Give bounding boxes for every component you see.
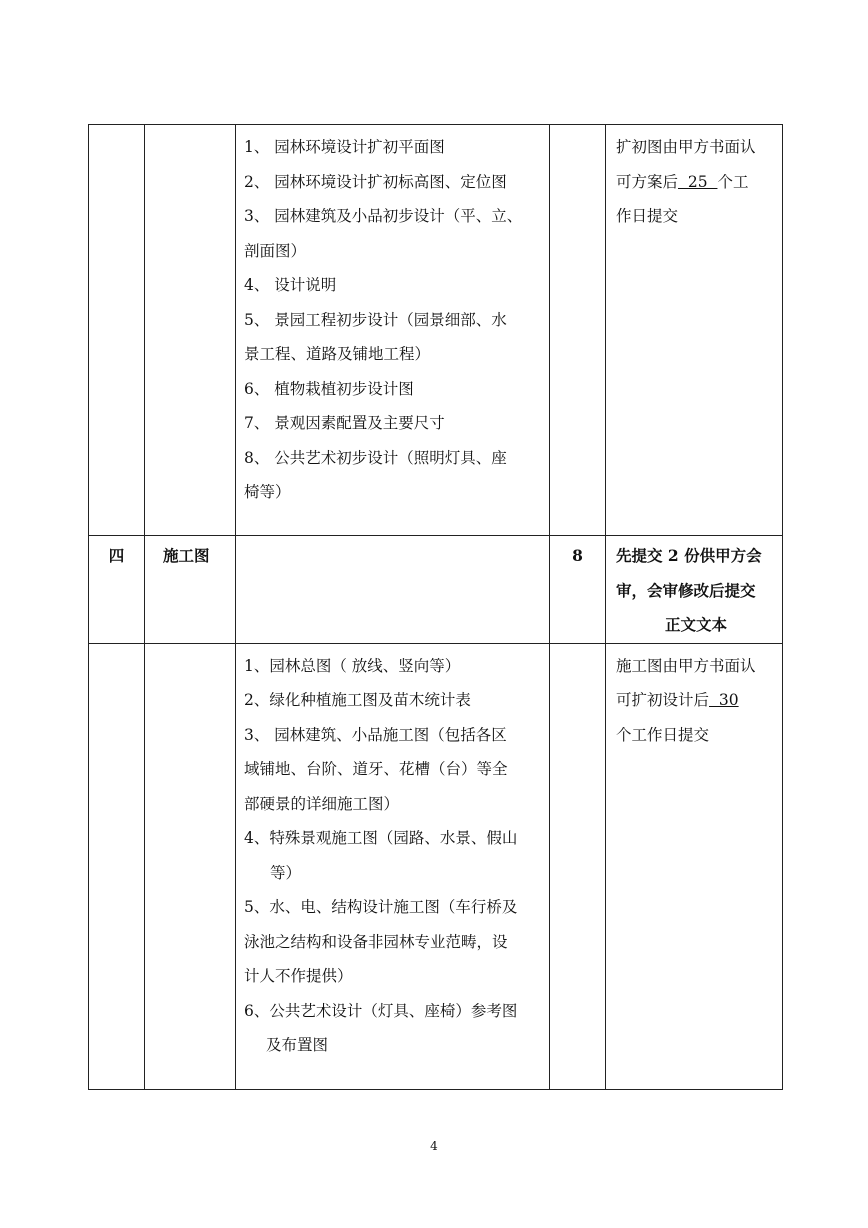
item-name: 施工图 (163, 546, 210, 565)
item-number-cell (89, 125, 145, 536)
construction-drawing-row (89, 643, 783, 1089)
content-line: 8、 公共艺术初步设计（照明灯具、座 (244, 448, 507, 467)
content-line: 泳池之结构和设备非园林专业范畴，设 (244, 932, 508, 951)
remark-text: 个工 (717, 172, 749, 191)
item-number-cell (89, 536, 145, 644)
content-line: 4、特殊景观施工图（园路、水景、假山 (244, 829, 518, 847)
content-line: 1、园林总图（ 放线、竖向等） (244, 656, 461, 675)
content-line: 部硬景的详细施工图） (244, 794, 400, 813)
content-line: 7、 景观因素配置及主要尺寸 (244, 414, 445, 432)
content-cell (236, 125, 550, 536)
content-line: 3、 园林建筑及小品初步设计（平、立、 (244, 207, 523, 225)
content-line: 3、 园林建筑、小品施工图（包括各区 (244, 725, 507, 744)
remark-cell (606, 643, 783, 1089)
days-cell (550, 125, 606, 536)
content-line: 5、水、电、结构设计施工图（车行桥及 (244, 898, 518, 916)
content-line: 等） (270, 863, 302, 882)
workday-count: 25 (678, 172, 718, 191)
remark-line: 正文文本 (664, 615, 727, 634)
content-line: 剖面图） (244, 241, 307, 260)
item-name-cell (145, 125, 236, 536)
remark-line: 扩初图由甲方书面认 (616, 138, 756, 156)
content-line: 6、 植物栽植初步设计图 (244, 379, 414, 398)
content-line: 4、 设计说明 (244, 276, 337, 294)
content-line: 2、绿化种植施工图及苗木统计表 (244, 691, 471, 709)
content-line: 域铺地、台阶、道牙、花槽（台）等全 (244, 760, 508, 778)
item-number: 四 (108, 546, 125, 565)
remark-line: 个工作日提交 (616, 725, 710, 744)
content-line: 景工程、道路及铺地工程） (244, 345, 431, 363)
deliverables-table (88, 124, 783, 1090)
content-line: 6、公共艺术设计（灯具、座椅）参考图 (244, 1001, 518, 1020)
remark-line: 审，会审修改后提交 (616, 580, 756, 600)
remark-text: 可方案后 (616, 172, 679, 191)
remark-cell (606, 125, 783, 536)
remark-line (616, 683, 776, 718)
days-cell (550, 643, 606, 1089)
item-number-cell (89, 643, 145, 1089)
content-cell (236, 643, 550, 1089)
days-cell (550, 536, 606, 644)
days-value: 8 (572, 546, 583, 565)
content-line: 椅等） (244, 483, 291, 501)
content-line: 1、 园林环境设计扩初平面图 (244, 138, 445, 156)
construction-drawing-header-row (89, 536, 783, 644)
preliminary-design-row (89, 125, 783, 536)
workday-count: 30 (709, 691, 739, 709)
remark-line: 作日提交 (616, 207, 679, 225)
content-line: 计人不作提供） (244, 967, 353, 985)
remark-text: 可扩初设计后 (616, 691, 710, 709)
page-number: 4 (430, 1139, 438, 1153)
content-cell (236, 536, 550, 644)
content-line: 2、 园林环境设计扩初标高图、定位图 (244, 172, 507, 191)
remark-line: 先提交 2 份供甲方会 (616, 546, 762, 565)
remark-line: 施工图由甲方书面认 (616, 656, 756, 675)
item-name-cell (145, 536, 236, 644)
remark-line (616, 165, 776, 200)
content-line: 及布置图 (266, 1036, 329, 1054)
item-name-cell (145, 643, 236, 1089)
remark-cell (606, 536, 783, 644)
content-line: 5、 景园工程初步设计（园景细部、水 (244, 310, 507, 329)
